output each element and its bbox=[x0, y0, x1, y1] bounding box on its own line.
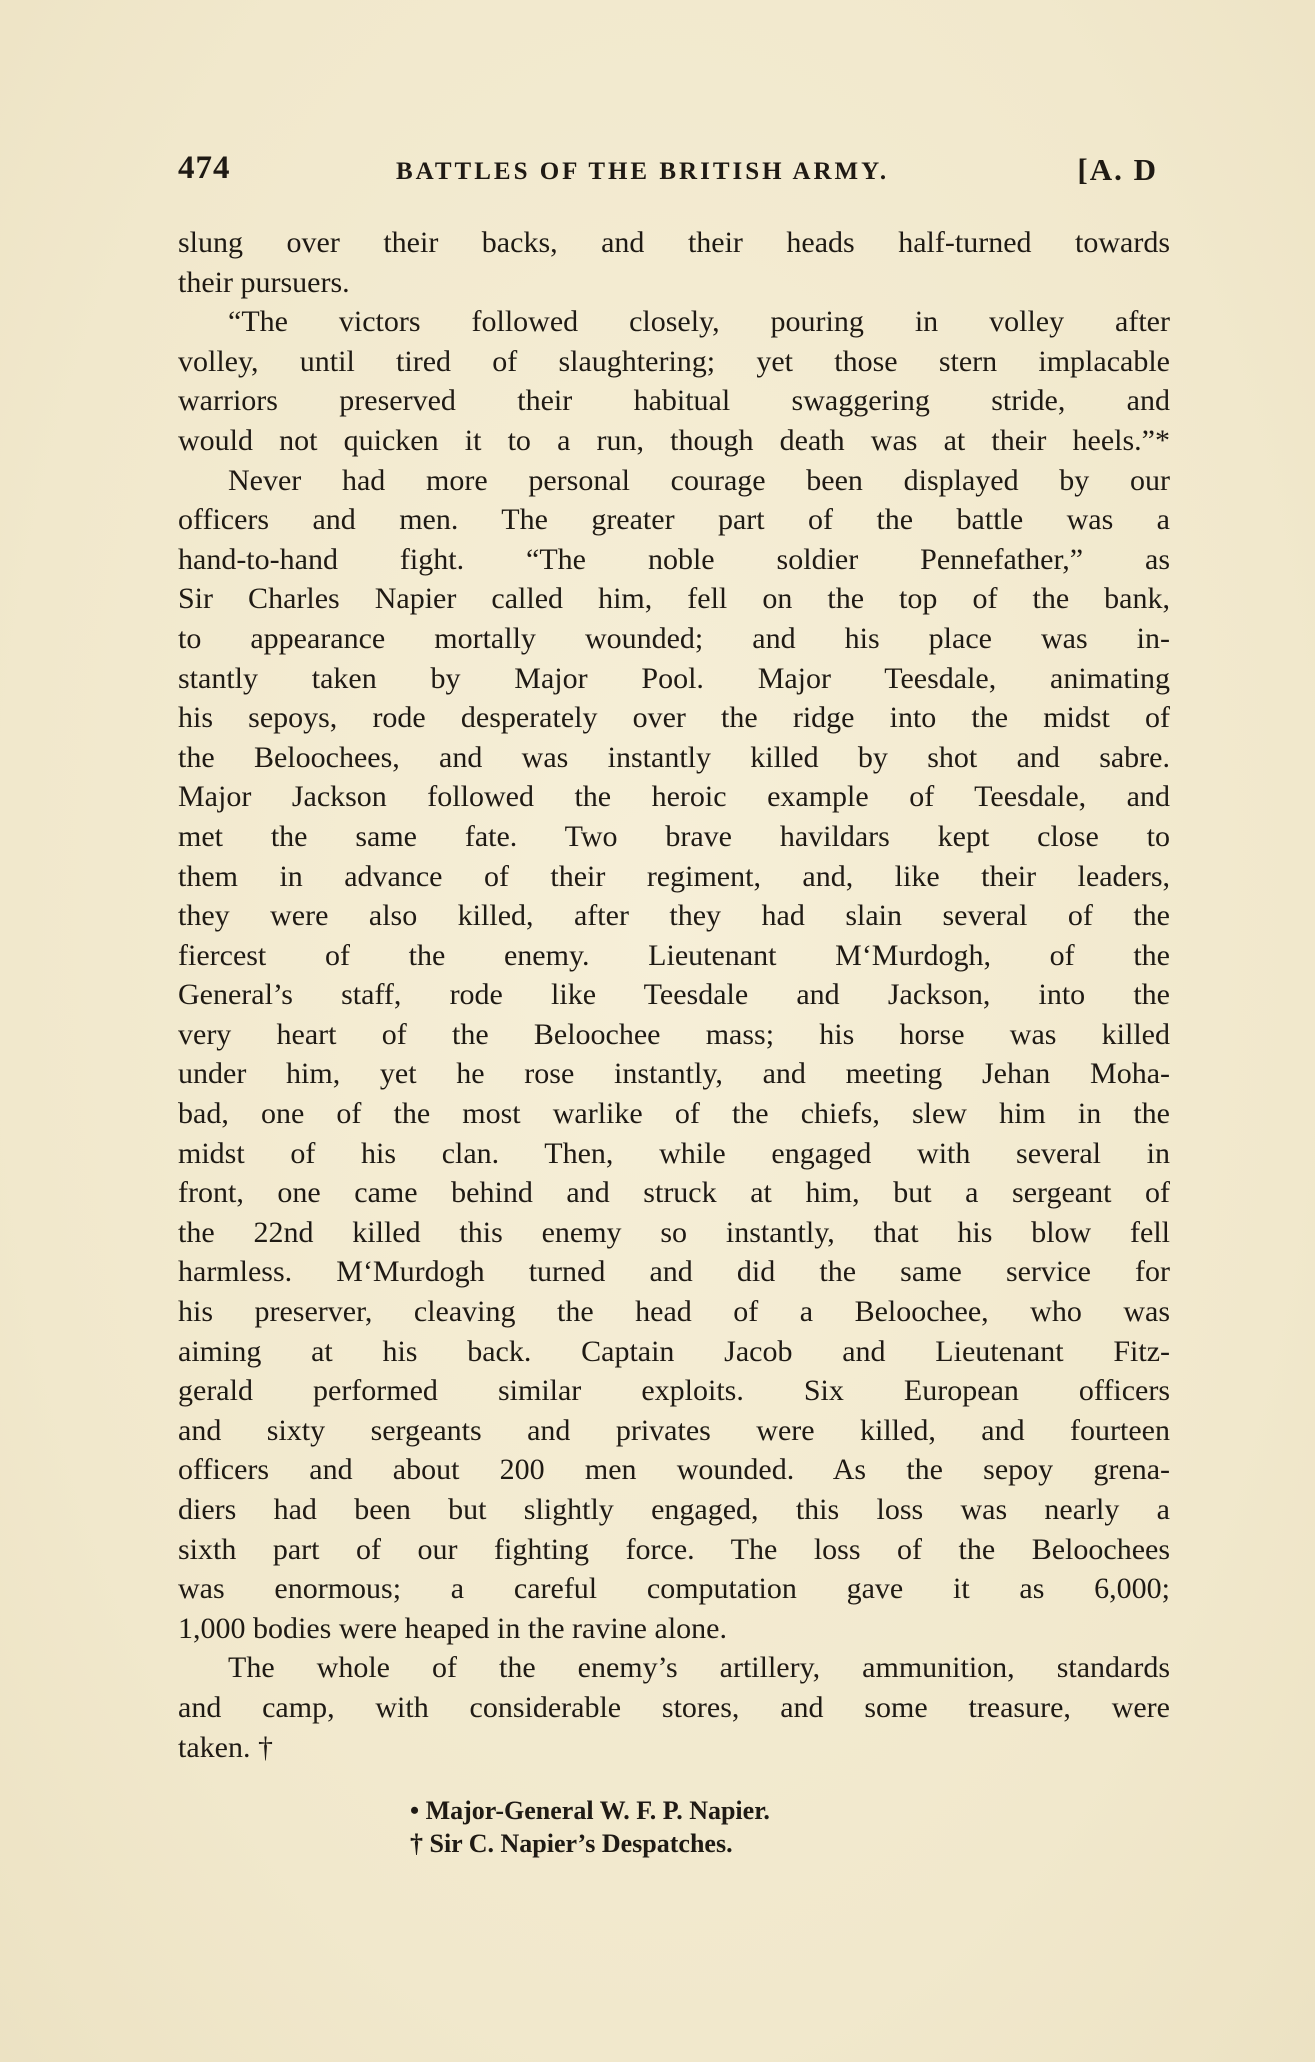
running-title: BATTLES OF THE BRITISH ARMY. bbox=[396, 158, 890, 185]
text-line: the 22nd killed this enemy so instantly, that his blow fell bbox=[178, 1215, 1170, 1249]
text-line: his preserver, cleaving the head of a Beloochee, who was bbox=[178, 1295, 1170, 1329]
text-line: 1,000 bodies were heaped in the ravine alone. bbox=[178, 1611, 727, 1645]
text-line: his sepoys, rode desperately over the ridge into the midst of bbox=[178, 701, 1170, 735]
text-line: fiercest of the enemy. Lieutenant M‘Murdogh, of the bbox=[178, 938, 1170, 972]
text-line: the Beloochees, and was instantly killed by shot and sabre. bbox=[178, 740, 1170, 774]
footnote: † Sir C. Napier’s Despatches. bbox=[410, 1829, 733, 1858]
text-line: “The victors followed closely, pouring in volley after bbox=[228, 305, 1170, 339]
footnotes bbox=[410, 1794, 1110, 1860]
text-line: would not quicken it to a run, though death was at their heels.”* bbox=[178, 423, 1170, 457]
text-line: met the same fate. Two brave havildars kept close to bbox=[178, 819, 1170, 853]
text-line: under him, yet he rose instantly, and meeting Jehan Moha- bbox=[178, 1057, 1170, 1091]
text-line: them in advance of their regiment, and, like their leaders, bbox=[178, 859, 1170, 893]
text-line: front, one came behind and struck at him, but a sergeant of bbox=[178, 1176, 1170, 1210]
text-line: officers and men. The greater part of the battle was a bbox=[178, 503, 1170, 537]
text-line: Sir Charles Napier called him, fell on the top of the bank, bbox=[178, 582, 1170, 616]
text-line: bad, one of the most warlike of the chiefs, slew him in the bbox=[178, 1097, 1170, 1131]
text-line: officers and about 200 men wounded. As the sepoy grena- bbox=[178, 1453, 1170, 1487]
text-line: sixth part of our fighting force. The loss of the Beloochees bbox=[178, 1532, 1170, 1566]
text-line: The whole of the enemy’s artillery, ammunition, standards bbox=[228, 1651, 1170, 1685]
text-line: harmless. M‘Murdogh turned and did the same service for bbox=[178, 1255, 1170, 1289]
text-line: warriors preserved their habitual swaggering stride, and bbox=[178, 384, 1170, 418]
date-marker: [A. D bbox=[1077, 152, 1158, 187]
text-line: was enormous; a careful computation gave it as 6,000; bbox=[178, 1572, 1170, 1606]
text-line: they were also killed, after they had slain several of the bbox=[178, 899, 1170, 933]
text-line: diers had been but slightly engaged, this loss was nearly a bbox=[178, 1493, 1170, 1526]
page-number: 474 bbox=[178, 150, 231, 186]
text-line: stantly taken by Major Pool. Major Teesdale, animating bbox=[178, 661, 1170, 695]
text-line: General’s staff, rode like Teesdale and Jackson, into the bbox=[178, 978, 1170, 1012]
footnote: • Major-General W. F. P. Napier. bbox=[410, 1796, 770, 1825]
text-line: their pursuers. bbox=[178, 265, 350, 299]
running-header bbox=[178, 150, 1158, 194]
text-line: and camp, with considerable stores, and some treasure, were bbox=[178, 1690, 1170, 1724]
text-line: and sixty sergeants and privates were killed, and fourteen bbox=[178, 1413, 1170, 1447]
text-line: volley, until tired of slaughtering; yet those stern implacable bbox=[178, 344, 1170, 378]
text-line: taken. † bbox=[178, 1730, 273, 1764]
text-line: hand-to-hand fight. “The noble soldier Pennefather,” as bbox=[178, 542, 1170, 576]
body-text bbox=[178, 223, 1170, 1767]
text-line: Never had more personal courage been displayed by our bbox=[228, 463, 1170, 497]
text-line: slung over their backs, and their heads half-turned towards bbox=[178, 226, 1170, 259]
text-line: very heart of the Beloochee mass; his horse was killed bbox=[178, 1017, 1170, 1051]
text-line: gerald performed similar exploits. Six European officers bbox=[178, 1374, 1170, 1408]
text-line: midst of his clan. Then, while engaged with several in bbox=[178, 1136, 1170, 1170]
text-line: aiming at his back. Captain Jacob and Lieutenant Fitz- bbox=[178, 1334, 1170, 1368]
text-line: Major Jackson followed the heroic example of Teesdale, and bbox=[178, 780, 1170, 814]
text-line: to appearance mortally wounded; and his place was in- bbox=[178, 621, 1170, 655]
